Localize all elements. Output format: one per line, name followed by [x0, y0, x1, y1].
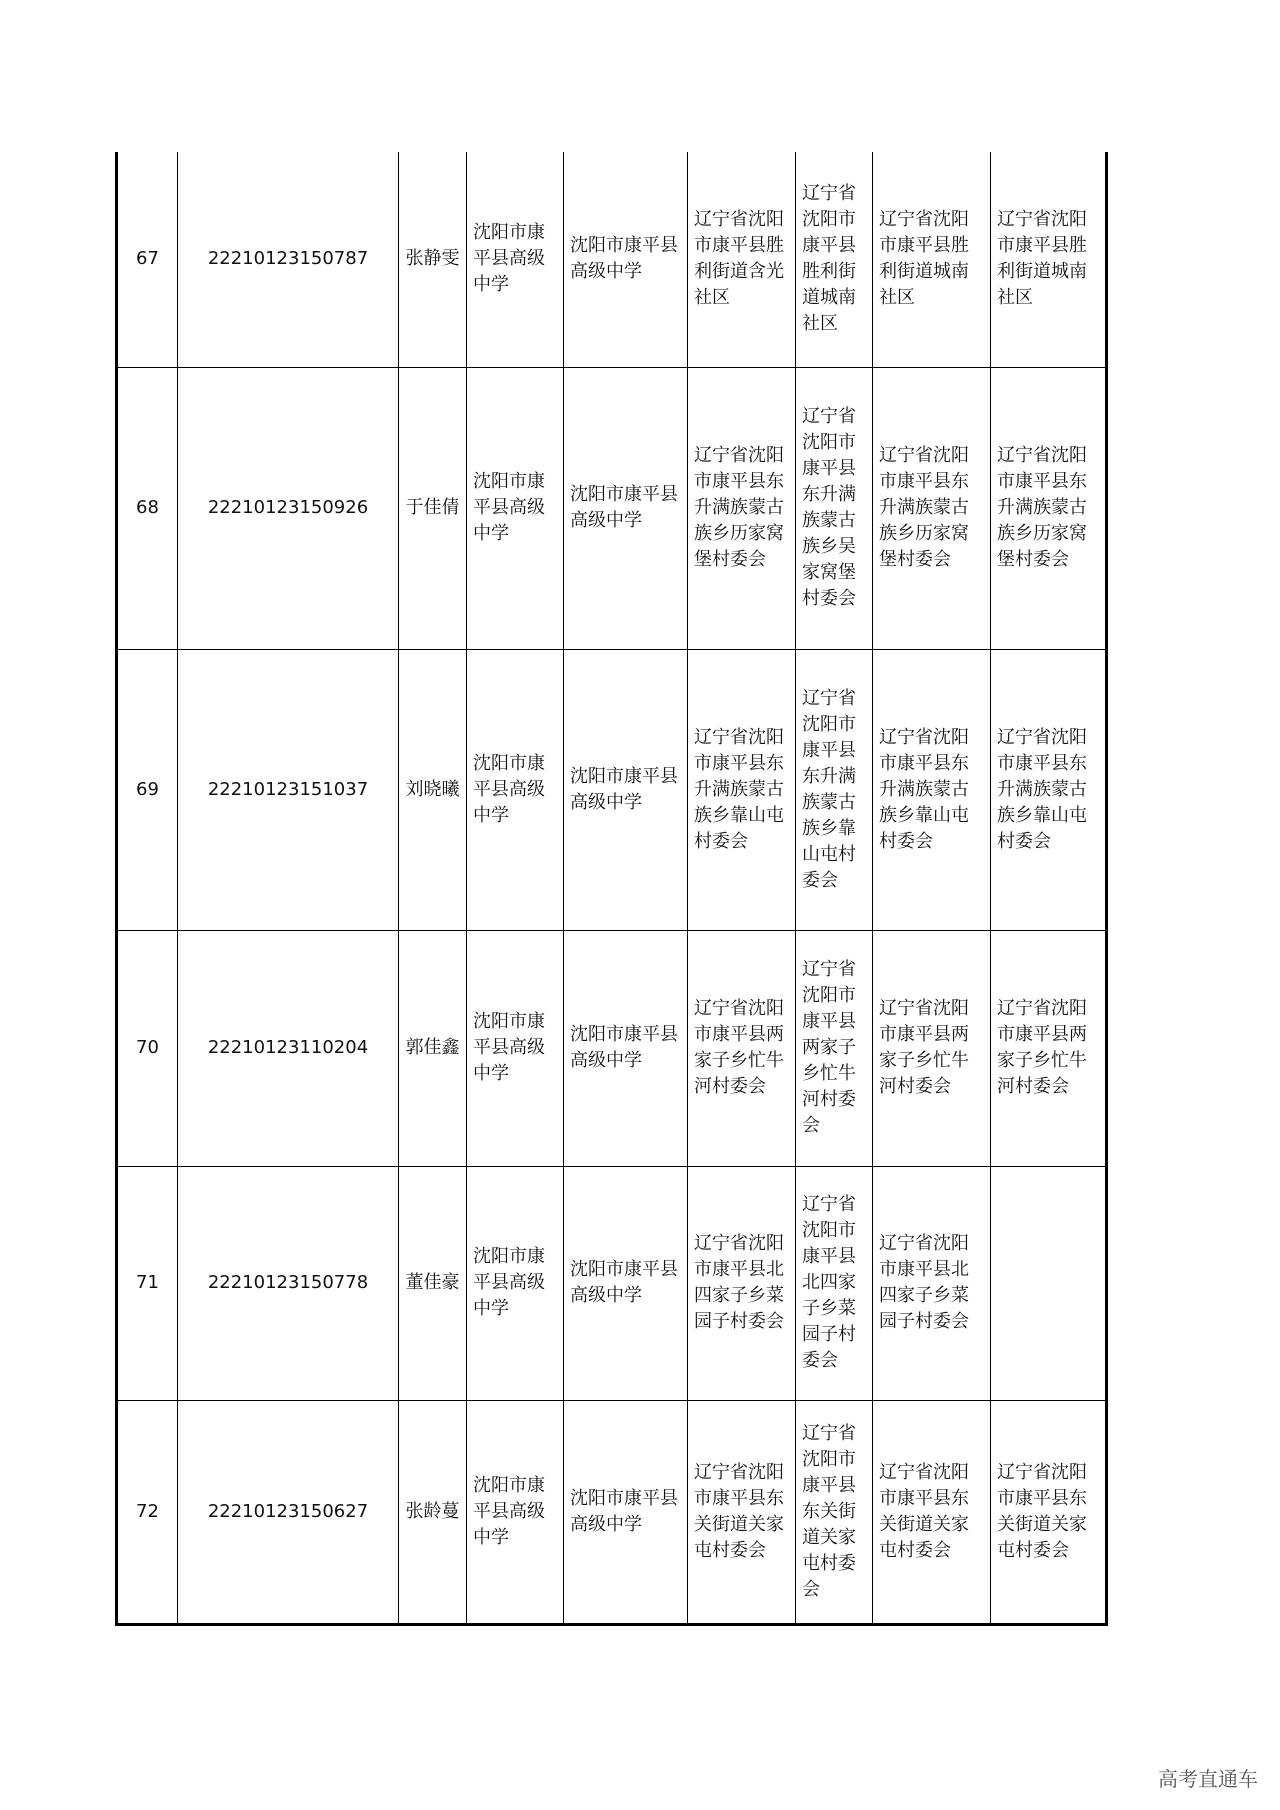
address-b: 辽宁省沈阳市康平县东升满族蒙古族乡历家窝堡村委会: [991, 367, 1107, 649]
home-address: 辽宁省沈阳市康平县东关街道关家屯村委会: [796, 1400, 873, 1624]
roster-table: [115, 152, 1108, 1626]
school: 沈阳市康平县高级中学: [467, 930, 564, 1166]
address-a: 辽宁省沈阳市康平县东关街道关家屯村委会: [873, 1400, 991, 1624]
school: 沈阳市康平县高级中学: [467, 367, 564, 649]
hukou-address: 辽宁省沈阳市康平县两家子乡忙牛河村委会: [688, 930, 796, 1166]
graduation-school: 沈阳市康平县高级中学: [564, 367, 688, 649]
address-a: 辽宁省沈阳市康平县胜利街道城南社区: [873, 152, 991, 367]
student-name: 郭佳鑫: [399, 930, 467, 1166]
home-address: 辽宁省沈阳市康平县东升满族蒙古族乡吴家窝堡村委会: [796, 367, 873, 649]
graduation-school: 沈阳市康平县高级中学: [564, 1400, 688, 1624]
row-number: 67: [117, 152, 178, 367]
hukou-address: 辽宁省沈阳市康平县东升满族蒙古族乡靠山屯村委会: [688, 649, 796, 930]
hukou-address: 辽宁省沈阳市康平县东关街道关家屯村委会: [688, 1400, 796, 1624]
exam-id: 22210123150627: [178, 1400, 399, 1624]
address-a: 辽宁省沈阳市康平县东升满族蒙古族乡靠山屯村委会: [873, 649, 991, 930]
graduation-school: 沈阳市康平县高级中学: [564, 152, 688, 367]
exam-id: 22210123150926: [178, 367, 399, 649]
row-number: 72: [117, 1400, 178, 1624]
address-b: 辽宁省沈阳市康平县两家子乡忙牛河村委会: [991, 930, 1107, 1166]
roster-sheet: [115, 152, 1105, 1624]
school: 沈阳市康平县高级中学: [467, 1166, 564, 1400]
table-row: [117, 367, 1107, 649]
table-row: [117, 1166, 1107, 1400]
student-name: 张龄蔓: [399, 1400, 467, 1624]
hukou-address: 辽宁省沈阳市康平县胜利街道含光社区: [688, 152, 796, 367]
address-b: 辽宁省沈阳市康平县东关街道关家屯村委会: [991, 1400, 1107, 1624]
row-number: 71: [117, 1166, 178, 1400]
student-name: 董佳豪: [399, 1166, 467, 1400]
school: 沈阳市康平县高级中学: [467, 649, 564, 930]
hukou-address: 辽宁省沈阳市康平县东升满族蒙古族乡历家窝堡村委会: [688, 367, 796, 649]
address-a: 辽宁省沈阳市康平县两家子乡忙牛河村委会: [873, 930, 991, 1166]
home-address: 辽宁省沈阳市康平县两家子乡忙牛河村委会: [796, 930, 873, 1166]
exam-id: 22210123110204: [178, 930, 399, 1166]
address-b: 辽宁省沈阳市康平县东升满族蒙古族乡靠山屯村委会: [991, 649, 1107, 930]
hukou-address: 辽宁省沈阳市康平县北四家子乡菜园子村委会: [688, 1166, 796, 1400]
exam-id: 22210123150787: [178, 152, 399, 367]
student-name: 于佳倩: [399, 367, 467, 649]
table-row: [117, 152, 1107, 367]
graduation-school: 沈阳市康平县高级中学: [564, 649, 688, 930]
watermark: 高考直通车: [1158, 1767, 1258, 1791]
graduation-school: 沈阳市康平县高级中学: [564, 1166, 688, 1400]
table-row: [117, 1400, 1107, 1624]
table-row: [117, 649, 1107, 930]
student-name: 张静雯: [399, 152, 467, 367]
home-address: 辽宁省沈阳市康平县东升满族蒙古族乡靠山屯村委会: [796, 649, 873, 930]
address-b: 辽宁省沈阳市康平县胜利街道城南社区: [991, 152, 1107, 367]
row-number: 70: [117, 930, 178, 1166]
home-address: 辽宁省沈阳市康平县胜利街道城南社区: [796, 152, 873, 367]
home-address: 辽宁省沈阳市康平县北四家子乡菜园子村委会: [796, 1166, 873, 1400]
table-row: [117, 930, 1107, 1166]
row-number: 69: [117, 649, 178, 930]
student-name: 刘晓曦: [399, 649, 467, 930]
address-b: [991, 1166, 1107, 1400]
address-a: 辽宁省沈阳市康平县东升满族蒙古族乡历家窝堡村委会: [873, 367, 991, 649]
graduation-school: 沈阳市康平县高级中学: [564, 930, 688, 1166]
address-a: 辽宁省沈阳市康平县北四家子乡菜园子村委会: [873, 1166, 991, 1400]
exam-id: 22210123151037: [178, 649, 399, 930]
row-number: 68: [117, 367, 178, 649]
school: 沈阳市康平县高级中学: [467, 152, 564, 367]
exam-id: 22210123150778: [178, 1166, 399, 1400]
school: 沈阳市康平县高级中学: [467, 1400, 564, 1624]
